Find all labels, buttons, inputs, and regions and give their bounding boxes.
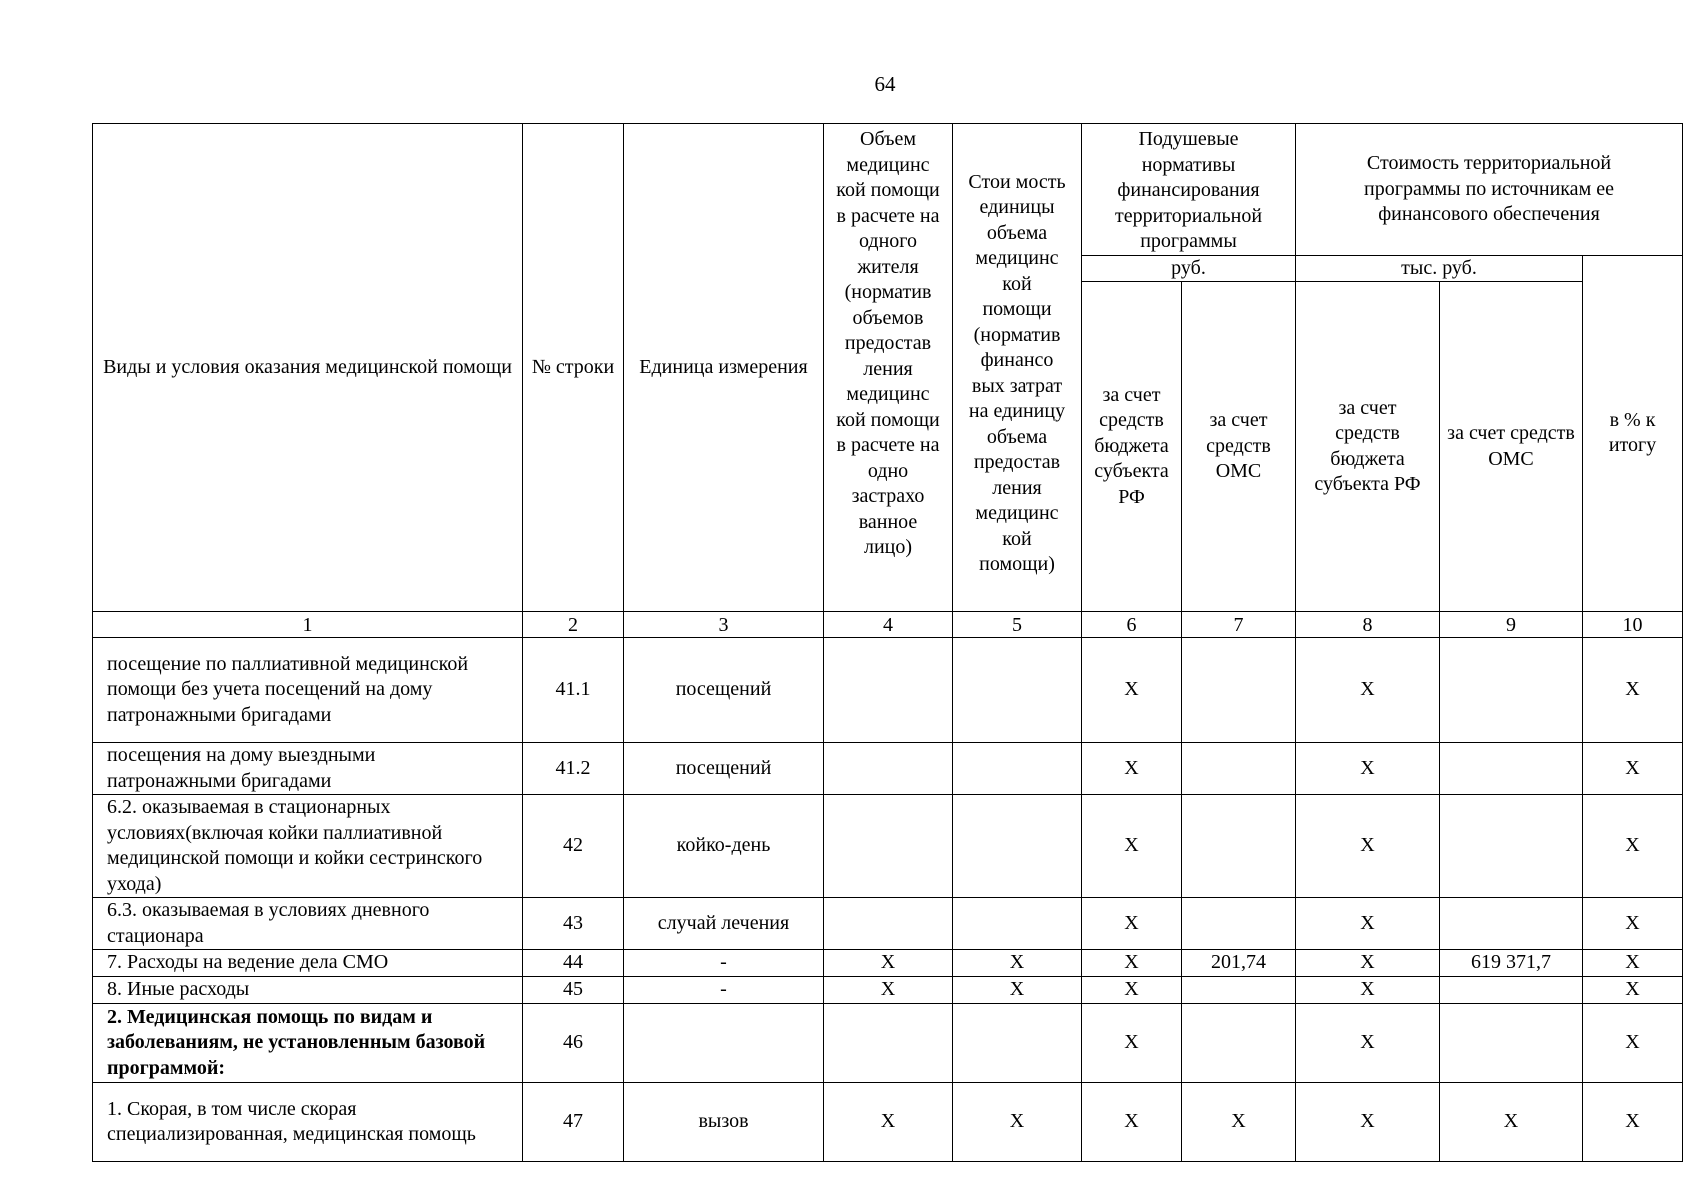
row-name: 8. Иные расходы bbox=[93, 977, 523, 1004]
cell-percent: X bbox=[1583, 950, 1683, 977]
cell-percent: X bbox=[1583, 898, 1683, 950]
row-number: 41.1 bbox=[523, 638, 624, 743]
cell-budget-thous: X bbox=[1296, 977, 1440, 1004]
row-name: 1. Скорая, в том числе скорая специализированная, медицинская помощь bbox=[93, 1083, 523, 1162]
row-unit: - bbox=[624, 977, 824, 1004]
row-unit bbox=[624, 1004, 824, 1083]
cell-volume bbox=[824, 1004, 953, 1083]
row-number: 43 bbox=[523, 898, 624, 950]
cell-oms-rub bbox=[1182, 1004, 1296, 1083]
cell-oms-thous bbox=[1440, 898, 1583, 950]
cell-oms-thous: 619 371,7 bbox=[1440, 950, 1583, 977]
cell-oms-rub: X bbox=[1182, 1083, 1296, 1162]
cell-budget-rub: X bbox=[1082, 1083, 1182, 1162]
cell-budget-thous: X bbox=[1296, 743, 1440, 795]
row-unit: случай лечения bbox=[624, 898, 824, 950]
table-row bbox=[93, 795, 1683, 898]
cell-budget-rub: X bbox=[1082, 898, 1182, 950]
header-percent: в % к итогу bbox=[1583, 255, 1683, 612]
row-name: 2. Медицинская помощь по видам и заболеваниям, не установленным базовой программой: bbox=[93, 1004, 523, 1083]
header-row-no: № строки bbox=[523, 124, 624, 612]
cell-budget-thous: X bbox=[1296, 898, 1440, 950]
cell-cost bbox=[953, 898, 1082, 950]
cell-percent: X bbox=[1583, 1004, 1683, 1083]
row-number: 45 bbox=[523, 977, 624, 1004]
cell-volume: X bbox=[824, 950, 953, 977]
table-row bbox=[93, 977, 1683, 1004]
table-row bbox=[93, 743, 1683, 795]
header-oms-rub: за счет средств ОМС bbox=[1182, 282, 1296, 612]
cell-cost bbox=[953, 638, 1082, 743]
cell-percent: X bbox=[1583, 795, 1683, 898]
header-rub: руб. bbox=[1082, 255, 1296, 282]
cell-cost: X bbox=[953, 1083, 1082, 1162]
row-number: 46 bbox=[523, 1004, 624, 1083]
table-row bbox=[93, 950, 1683, 977]
col-number: 10 bbox=[1583, 612, 1683, 638]
col-number: 4 bbox=[824, 612, 953, 638]
cell-percent: X bbox=[1583, 1083, 1683, 1162]
row-unit: койко-день bbox=[624, 795, 824, 898]
col-number: 6 bbox=[1082, 612, 1182, 638]
cell-oms-rub bbox=[1182, 795, 1296, 898]
table-row bbox=[93, 1004, 1683, 1083]
cell-oms-rub bbox=[1182, 638, 1296, 743]
cell-volume: X bbox=[824, 977, 953, 1004]
cell-volume bbox=[824, 743, 953, 795]
cell-budget-thous: X bbox=[1296, 795, 1440, 898]
cell-budget-thous: X bbox=[1296, 1083, 1440, 1162]
row-name: посещения на дому выездными патронажными бригадами bbox=[93, 743, 523, 795]
header-unit: Единица измерения bbox=[624, 124, 824, 612]
row-number: 42 bbox=[523, 795, 624, 898]
cell-volume bbox=[824, 638, 953, 743]
col-number: 7 bbox=[1182, 612, 1296, 638]
col-number: 1 bbox=[93, 612, 523, 638]
header-per-capita: Подушевые нормативы финансирования территориальной программы bbox=[1082, 124, 1296, 256]
cell-budget-rub: X bbox=[1082, 638, 1182, 743]
header-program-cost: Стоимость территориальной программы по источникам ее финансового обеспечения bbox=[1296, 124, 1683, 256]
cell-oms-thous bbox=[1440, 638, 1583, 743]
cell-budget-rub: X bbox=[1082, 795, 1182, 898]
header-kinds: Виды и условия оказания медицинской помощи bbox=[93, 124, 523, 612]
col-number: 5 bbox=[953, 612, 1082, 638]
page-number: 64 bbox=[874, 72, 896, 96]
cell-budget-rub: X bbox=[1082, 743, 1182, 795]
cell-cost bbox=[953, 1004, 1082, 1083]
cell-cost: X bbox=[953, 950, 1082, 977]
cell-volume bbox=[824, 898, 953, 950]
row-name: 6.2. оказываемая в стационарных условиях(включая койки паллиативной медицинской помощи и койки сестринского ухода) bbox=[93, 795, 523, 898]
header-budget-rf-rub: за счет средств бюджета субъекта РФ bbox=[1082, 282, 1182, 612]
header-budget-rf-thous: за счет средств бюджета субъекта РФ bbox=[1296, 282, 1440, 612]
col-number: 8 bbox=[1296, 612, 1440, 638]
cell-oms-thous bbox=[1440, 795, 1583, 898]
cell-oms-rub: 201,74 bbox=[1182, 950, 1296, 977]
cell-budget-thous: X bbox=[1296, 638, 1440, 743]
row-unit: посещений bbox=[624, 743, 824, 795]
row-name: 7. Расходы на ведение дела СМО bbox=[93, 950, 523, 977]
row-number: 44 bbox=[523, 950, 624, 977]
cell-volume: X bbox=[824, 1083, 953, 1162]
table-row bbox=[93, 638, 1683, 743]
cell-percent: X bbox=[1583, 638, 1683, 743]
cell-oms-thous bbox=[1440, 977, 1583, 1004]
header-volume: Объем медицинс кой помощи в расчете на одного жителя (норматив объемов предостав ления медицинс кой помощи в расчете на одно застрахо ванное лицо) bbox=[824, 124, 953, 612]
financing-table bbox=[92, 123, 1683, 1162]
cell-volume bbox=[824, 795, 953, 898]
col-number: 2 bbox=[523, 612, 624, 638]
cell-oms-thous: X bbox=[1440, 1083, 1583, 1162]
cell-percent: X bbox=[1583, 743, 1683, 795]
row-number: 41.2 bbox=[523, 743, 624, 795]
header-thous-rub: тыс. руб. bbox=[1296, 255, 1583, 282]
cell-oms-rub bbox=[1182, 743, 1296, 795]
cell-budget-rub: X bbox=[1082, 1004, 1182, 1083]
col-number: 9 bbox=[1440, 612, 1583, 638]
row-unit: посещений bbox=[624, 638, 824, 743]
cell-budget-rub: X bbox=[1082, 950, 1182, 977]
table-row bbox=[93, 898, 1683, 950]
cell-cost bbox=[953, 795, 1082, 898]
col-number: 3 bbox=[624, 612, 824, 638]
cell-budget-thous: X bbox=[1296, 950, 1440, 977]
cell-budget-thous: X bbox=[1296, 1004, 1440, 1083]
cell-percent: X bbox=[1583, 977, 1683, 1004]
cell-oms-thous bbox=[1440, 743, 1583, 795]
table-row bbox=[93, 1083, 1683, 1162]
cell-cost bbox=[953, 743, 1082, 795]
row-unit: вызов bbox=[624, 1083, 824, 1162]
cell-oms-rub bbox=[1182, 898, 1296, 950]
cell-budget-rub: X bbox=[1082, 977, 1182, 1004]
cell-oms-thous bbox=[1440, 1004, 1583, 1083]
row-name: 6.3. оказываемая в условиях дневного стационара bbox=[93, 898, 523, 950]
header-cost: Стои мость единицы объема медицинс кой помощи (норматив финансо вых затрат на единицу объема предостав ления медицинс кой помощи) bbox=[953, 124, 1082, 612]
row-name: посещение по паллиативной медицинской помощи без учета посещений на дому патронажными бригадами bbox=[93, 638, 523, 743]
cell-cost: X bbox=[953, 977, 1082, 1004]
row-unit: - bbox=[624, 950, 824, 977]
header-oms-thous: за счет средств ОМС bbox=[1440, 282, 1583, 612]
row-number: 47 bbox=[523, 1083, 624, 1162]
cell-oms-rub bbox=[1182, 977, 1296, 1004]
